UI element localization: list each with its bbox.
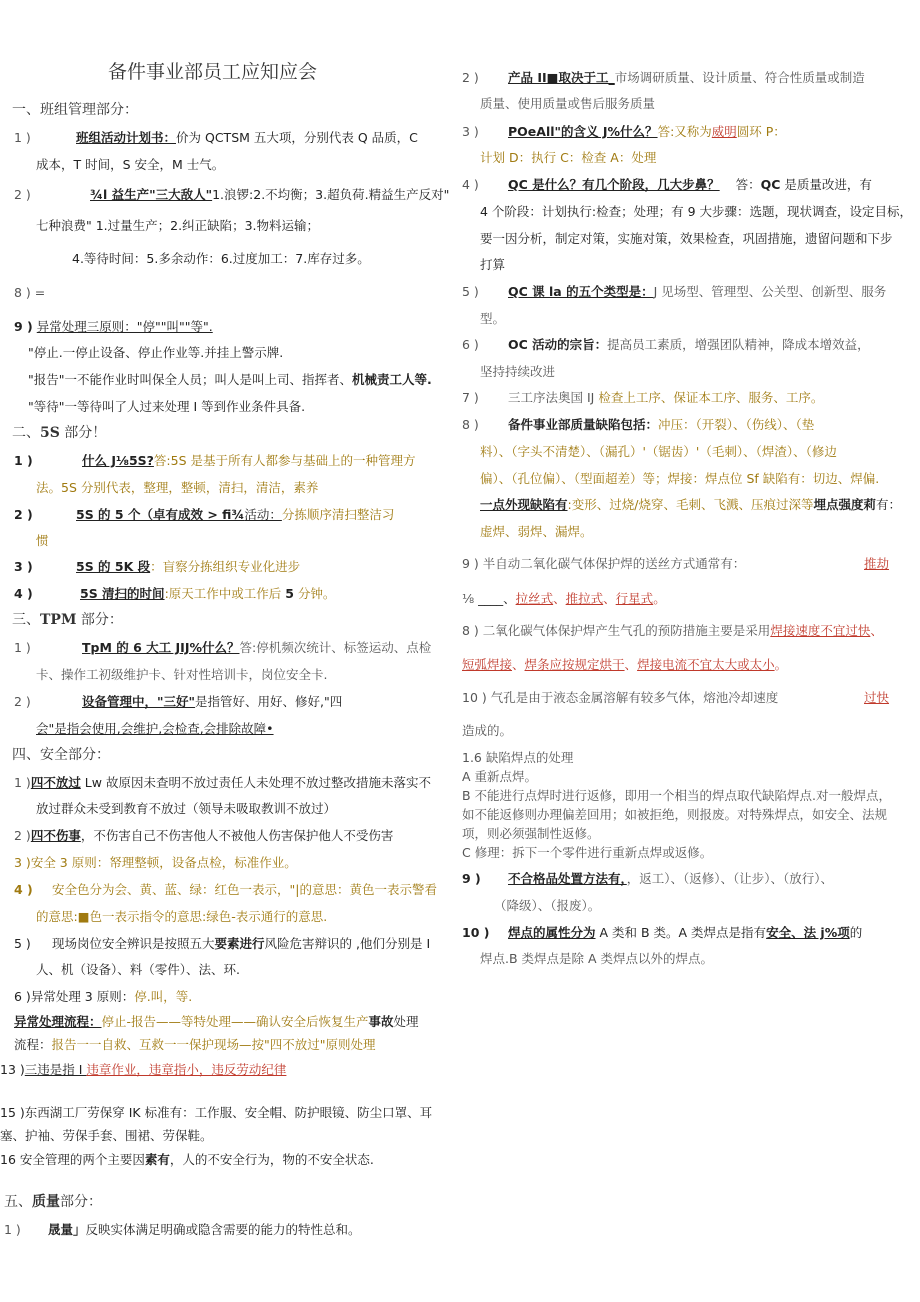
list-item: C 修理：拆下一个零件进行重新点焊或返修。 [462, 845, 713, 860]
list-item-cont: 型。 [480, 311, 506, 326]
answer-text: 过快 [864, 690, 890, 705]
list-item-cont: 虚焊、弱焊、漏焊。 [480, 524, 593, 539]
list-item: 6 )异常处理 3 原则：停.叫，等. [14, 989, 193, 1004]
list-item-cont: 人、机（设备）、料（零件）、法、环. [36, 962, 240, 977]
item-number: 2 ) [462, 70, 479, 85]
list-item-cont: 的意思:■色一表示指令的意思:绿色-表示通行的意思. [36, 909, 328, 924]
list-item: ¾l 益生产"三大敌人"1.浪锣:2.不均衡；3.超负荷.精益生产反对" [90, 187, 450, 202]
list-item: 2 )四不伤事，不伤害自己不伤害他人不被他人伤害保护他人不受伤害 [14, 828, 394, 843]
list-item: 焊点的属性分为 A 类和 B 类。A 类焊点是指有安全、法 j%项的 [508, 925, 863, 940]
list-item-cont: 造成的。 [462, 723, 513, 738]
list-item-cont: 短弧焊接、焊条应按规定烘干、焊接电流不宜太大或太小。 [462, 657, 788, 672]
list-item: 5S 清扫的时间:原天工作中或工作后 5 分钟。 [80, 586, 336, 601]
item-number: 9 ) [462, 871, 481, 886]
list-item: 晟量」反映实体满足明确或隐含需要的能力的特性总和。 [48, 1222, 361, 1237]
list-item: 现场岗位安全辨识是按照五大要素进行风险危害辩识的 ,他们分别是 I [52, 936, 431, 951]
item-number: 7 ) [462, 390, 479, 405]
list-item: 1 )四不放过 Lw 故原因未查明不放过责任人未处理不放过整改措施未落实不 [14, 775, 431, 790]
list-item: 设备管理中，"三好"是指管好、用好、修好,"四 [82, 694, 343, 709]
list-item: QC 是什么？有几个阶段，几大步鼻？ 答：QC 是质量改进，有 [508, 177, 872, 192]
list-item: 产品 II■取决于工_市场调研质量、设计质量、符合性质量或制造 [508, 70, 865, 85]
list-item: 3 )安全 3 原则：帑理整顿，设备点检，标准作业。 [14, 855, 297, 870]
section-heading-team: 一、班组管理部分： [12, 102, 138, 118]
list-item-cont: 法。5S 分别代表，整理，整顿，清扫，清洁，素养 [36, 480, 319, 495]
list-item: 什么 J⅛5S?答:5S 是基于所有人都参与基础上的一种管理方 [82, 453, 416, 468]
list-item-cont: 会"是指会使用,会维护,会检查,会排除故障• [36, 721, 274, 736]
list-item: 备件事业部质量缺陷包括：冲压：（开裂）、（伤线）、（垫 [508, 417, 815, 432]
item-number: 4 ) [462, 177, 479, 192]
item-number: 1 ) [14, 130, 31, 145]
list-item: 不合格品处置方法有，，返工）、（返修）、（让步）、（放行）、 [508, 871, 834, 886]
list-item-cont: 计划 D：执行 C：检查 A：处理 [480, 150, 657, 165]
list-item-cont: "报告"一不能作业时叫保全人员；叫人是叫上司、指挥者、机械责工人等. [28, 372, 432, 387]
list-item: 8 ) = [14, 285, 46, 300]
list-item-cont: 成本，T 时间，S 安全，M 士气。 [36, 157, 225, 172]
subheading: 1.6 缺陷焊点的处理 [462, 750, 574, 765]
list-item: 13 )三违是指 I 违章作业，违章指小，违反劳动纪律 [0, 1062, 287, 1077]
item-number: 6 ) [462, 337, 479, 352]
list-item-cont: 4.等待时间：5.多余动作：6.过度加工：7.库存过多。 [72, 251, 370, 266]
list-item: 5S 的 5K 段：盲察分拣组织专业化进步 [76, 559, 301, 574]
list-item-cont: 项，则必须强制性返修。 [462, 826, 600, 841]
list-item-cont: 偏）、（孔位偏）、（型面超差）等；焊接：焊点位 Sf 缺陷有：切边、焊偏. [480, 471, 880, 486]
list-item: 三工序法奥国 IJ 检查上工序、保证本工序、服务、工序。 [508, 390, 824, 405]
list-item: 15 )东西湖工厂劳保穿 IK 标准有：工作服、安全帽、防护眼镜、防尘口罩、耳 [0, 1105, 433, 1120]
item-number: 1 ) [4, 1222, 21, 1237]
answer-text: 推劫 [864, 556, 890, 571]
list-item: 5S 的 5 个（卓有成效 > fi¾活动：分拣顺序清扫整洁习 [76, 507, 395, 522]
list-item: QC 课 la 的五个类型是：J 见场型、管理型、公关型、创新型、服务 [508, 284, 887, 299]
list-item: 班组活动计划书：价为 QCTSM 五大项，分别代表 Q 品质，C [76, 130, 418, 145]
item-number: 3 ) [14, 559, 33, 574]
list-item-cont: 4 个阶段：计划执行:检查；处理；有 9 大步骤：选题，现状调查，设定目标， [480, 204, 913, 219]
item-number: 3 ) [462, 124, 479, 139]
list-item-cont: 料）、（字头不清楚）、（漏孔）'（锯齿）'（毛刺）、（焊渣）、（修边 [480, 444, 837, 459]
item-number: 1 ) [14, 453, 33, 468]
item-number: 5 ) [462, 284, 479, 299]
list-item-cont: 流程：报告一一自救、互救一一保护现场—按"四不放过"原则处理 [14, 1037, 376, 1052]
list-item-cont: 塞、护袖、劳保手套、围裙、劳保鞋。 [0, 1128, 213, 1143]
list-item-cont: "停止.一停止设备、停止作业等.并挂上警示牌. [28, 345, 284, 360]
item-number: 4 ) [14, 882, 33, 897]
list-item: TpM 的 6 大工 JIJ%什么？答:停机频次统计、标签运动、点检 [82, 640, 432, 655]
list-item: A 重新点焊。 [462, 769, 538, 784]
item-number: 2 ) [14, 187, 31, 202]
list-item-cont: 要一因分析，制定对策，实施对策，效果检查，巩固措施，遗留问题和下步 [480, 231, 893, 246]
list-item-cont: 如不能返修则办理偏差回用；如被拒绝，则报废。对特殊焊点，如安全、法规 [462, 807, 888, 822]
section-heading-5s: 二、5S 部分！ [12, 425, 107, 441]
list-item-cont: 质量、使用质量或售后服务质量 [480, 96, 656, 111]
list-item: 安全色分为会、黄、蓝、绿：红色一表示，"|的意思：黄色一表示警看 [52, 882, 437, 897]
item-number: 1 ) [14, 640, 31, 655]
list-item: 16 安全管理的两个主要因素有，人的不安全行为，物的不安全状态. [0, 1152, 374, 1167]
list-item-cont: 打算 [480, 257, 506, 272]
list-item-cont: 一点外现缺陷有:变形、过烧/烧穿、毛刺、飞溅、压痕过深等埋点强度莉有： [480, 497, 901, 512]
section-heading-tpm: 三、TPM 部分： [12, 612, 123, 628]
item-number: 2 ) [14, 694, 31, 709]
item-number: 5 ) [14, 936, 31, 951]
page-title: 备件事业部员工应知应会 [108, 61, 318, 83]
list-item: 9 ) 半自动二氧化碳气体保护焊的送丝方式通常有： [462, 556, 746, 571]
list-item-cont: 卡、操作工初级维护卡、针对性培训卡，岗位安全卡. [36, 667, 328, 682]
list-item: 8 ) 二氧化碳气体保护焊产生气孔的预防措施主要是采用焊接速度不宜过快、 [462, 623, 883, 638]
section-heading-safety: 四、安全部分： [12, 747, 110, 763]
item-number: 4 ) [14, 586, 33, 601]
list-item-cont: 放过群众未受到教育不放过（领导未吸取教训不放过） [36, 801, 337, 816]
list-item-cont: 七种浪费" 1.过量生产；2.纠正缺陷；3.物料运输； [36, 218, 320, 233]
section-heading-quality: 五、质量部分： [4, 1194, 102, 1210]
list-item: 10 ) 气孔是由于液态金属溶解有较多气体，熔池冷却速度 [462, 690, 779, 705]
list-item-cont: 焊点.B 类焊点是除 A 类焊点以外的焊点。 [480, 951, 714, 966]
list-item-cont: "等待"一等待叫了人过来处理 I 等到作业条件具备. [28, 399, 306, 414]
list-item-cont: 惯 [36, 533, 49, 548]
list-item: OC 活动的宗旨：提高员工素质，增强团队精神，降成本增效益， [508, 337, 870, 352]
list-item: 9 ) 异常处理三原则："停""叫""等". [14, 319, 213, 334]
list-item: 异常处理流程：停止-报告——等特处理——确认安全后恢复生产事故处理 [14, 1014, 419, 1029]
item-number: 8 ) [462, 417, 479, 432]
list-item-cont: ⅛ ____、拉丝式、推拉式、行星式。 [462, 591, 666, 606]
item-number: 10 ) [462, 925, 490, 940]
item-number: 2 ) [14, 507, 33, 522]
list-item-cont: （降级）、（报废）。 [494, 898, 601, 913]
list-item-cont: 坚持持续改进 [480, 364, 556, 379]
list-item: B 不能进行点焊时进行返修，即用一个相当的焊点取代缺陷焊点.对一般焊点， [462, 788, 892, 803]
list-item: POeAll"的含义 J%什么？答:又称为威明圆环 P： [508, 124, 786, 139]
